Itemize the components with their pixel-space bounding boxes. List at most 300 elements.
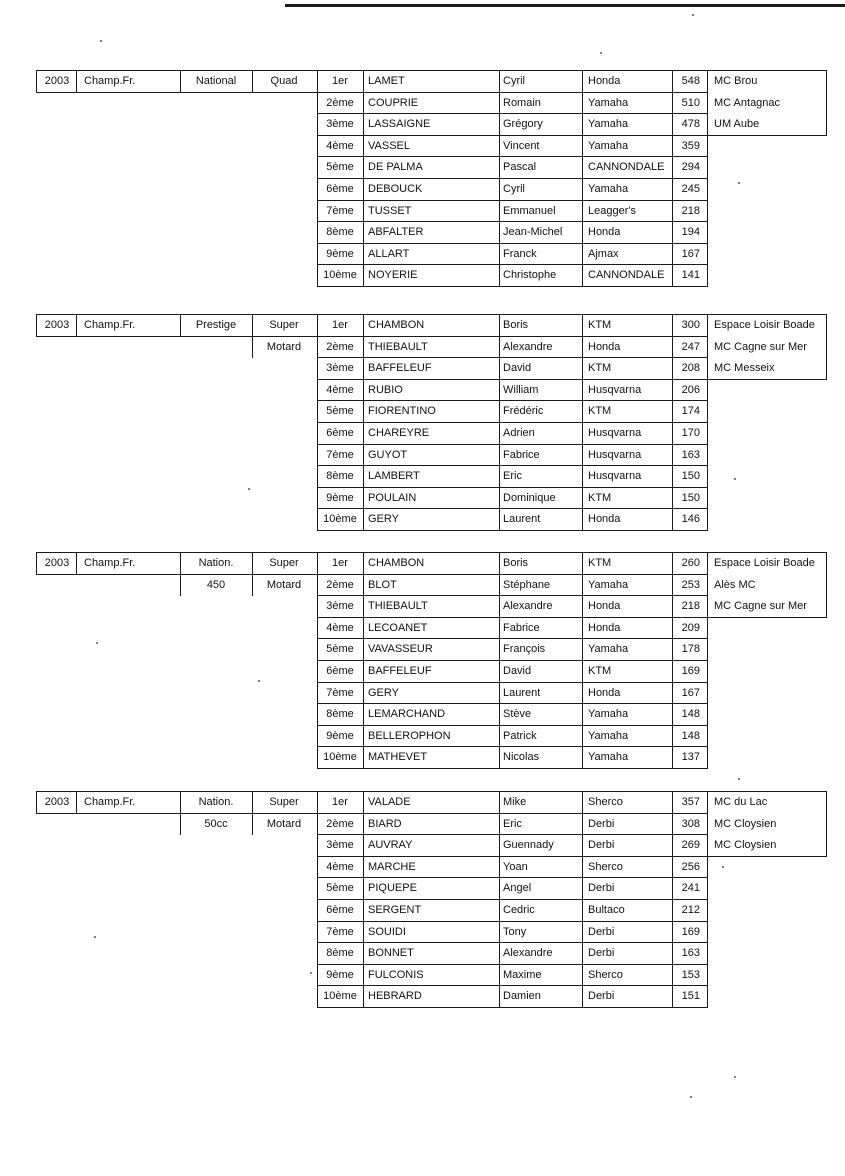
points-cell: 208 [681,362,700,375]
name-cell: GUYOT [368,448,408,461]
rank-cell: 6ème [326,904,354,916]
rank-cell: 3ème [326,118,354,131]
table-col-rule [707,70,708,287]
name-cell: BONNET [368,947,414,960]
brand-cell: Yamaha [588,751,629,764]
rank-cell: 2ème [326,96,354,109]
name-cell: LAMET [368,75,405,87]
name-cell: NOYERIE [368,269,418,282]
first-name-cell: Cyril [503,75,525,87]
first-name-cell: Dominique [503,491,556,504]
points-cell: 300 [681,319,700,331]
points-cell: 148 [681,708,700,721]
brand-cell: Yamaha [588,96,629,109]
brand-cell: KTM [588,665,612,677]
year-cell: 2003 [44,557,70,569]
brand-cell: Husqvarna [588,427,642,439]
points-cell: 163 [681,448,700,461]
rank-cell: 9ème [326,247,354,260]
discipline-rule [252,574,253,597]
brand-cell: Yamaha [588,708,629,721]
scan-speck [310,972,312,974]
brand-cell: Honda [588,600,621,613]
first-name-cell: Adrien [503,427,535,439]
points-cell: 212 [681,904,700,916]
table-row-rule [317,487,707,488]
first-name-cell: Laurent [503,686,541,699]
year-cell: 2003 [44,319,70,331]
brand-cell: Sherco [588,796,623,808]
brand-cell: Honda [588,226,621,239]
club-cell: Espace Loisir Boade [714,319,815,331]
brand-cell: Yamaha [588,729,629,742]
table-row-rule [317,574,707,575]
table-row-rule [317,964,707,965]
table-row-rule [317,746,707,747]
brand-cell: KTM [588,491,612,504]
scan-speck [248,488,250,490]
club-bottom-rule [707,135,826,136]
table-col-rule [707,314,708,531]
discipline-cell: Motard [266,817,302,830]
brand-cell: KTM [588,362,612,375]
name-cell: BLOT [368,578,397,591]
name-cell: COUPRIE [368,96,419,109]
first-name-cell: Romain [503,96,541,109]
first-name-cell: Jean-Michel [503,226,563,239]
points-cell: 150 [681,491,700,504]
discipline-cell: Super [269,319,299,331]
brand-cell: Husqvarna [588,383,642,396]
name-cell: RUBIO [368,383,403,396]
first-name-cell: Emmanuel [503,204,556,217]
year-cell: 2003 [44,796,70,808]
points-cell: 141 [681,269,700,282]
table-row-rule [317,357,707,358]
name-cell: VALADE [368,796,411,808]
club-bottom-rule [707,856,826,857]
discipline-cell: Super [269,796,299,808]
header-top-rule [36,791,317,792]
points-cell: 178 [681,643,700,656]
brand-cell: Yamaha [588,118,629,131]
championship-cell: Champ.Fr. [84,557,136,569]
club-right-rule [826,552,827,618]
table-row-rule [317,444,707,445]
name-cell: CHAMBON [368,557,425,569]
scan-speck [734,478,736,480]
rank-cell: 1er [332,796,348,808]
first-name-cell: Nicolas [503,751,540,764]
table-row-rule [317,791,707,792]
table-col-rule [707,552,708,769]
brand-cell: Husqvarna [588,470,642,483]
header-top-rule [36,552,317,553]
discipline-rule [252,813,317,814]
rank-cell: 7ème [326,448,354,461]
name-cell: HEBRARD [368,990,422,1003]
club-right-rule [826,791,827,857]
discipline-rule [252,336,253,359]
points-cell: 308 [681,817,700,830]
header-col-rule [252,70,253,93]
brand-cell: KTM [588,405,612,418]
scan-speck [692,14,694,16]
championship-cell: Champ.Fr. [84,796,136,808]
club-top-rule [707,552,826,553]
first-name-cell: Damien [503,990,541,1003]
brand-cell: Yamaha [588,183,629,195]
rank-cell: 8ème [326,947,354,960]
table-row-rule [317,465,707,466]
scan-speck [600,52,602,54]
name-cell: THIEBAULT [368,340,428,353]
first-name-cell: Yoan [503,860,528,873]
discipline-cell: Motard [266,578,302,591]
name-cell: FIORENTINO [368,405,436,418]
points-cell: 153 [681,968,700,981]
brand-cell: Ajmax [588,247,619,260]
name-cell: PIQUEPE [368,882,417,895]
rank-cell: 7ème [326,204,354,217]
table-row-rule [317,552,707,553]
name-cell: MARCHE [368,860,416,873]
rank-cell: 5ème [326,161,354,174]
first-name-cell: Maxime [503,968,542,981]
name-cell: CHAREYRE [368,427,430,439]
name-cell: LEMARCHAND [368,708,446,721]
name-cell: DE PALMA [368,161,423,174]
table-row-rule [317,286,707,287]
points-cell: 256 [681,860,700,873]
category-cell: National [195,75,237,87]
club-cell: Espace Loisir Boade [714,557,815,569]
points-cell: 146 [681,513,700,526]
brand-cell: Derbi [588,947,615,960]
table-row-rule [317,682,707,683]
club-right-rule [826,70,827,136]
table-row-rule [317,638,707,639]
rank-cell: 7ème [326,686,354,699]
club-cell: Alès MC [714,578,756,591]
rank-cell: 8ème [326,470,354,483]
first-name-cell: Angel [503,882,532,895]
first-name-cell: Vincent [503,139,540,152]
rank-cell: 5ème [326,882,354,895]
scan-speck [258,680,260,682]
discipline-rule [252,336,317,337]
brand-cell: CANNONDALE [588,269,665,282]
category-cell: Nation. [198,796,234,808]
table-row-rule [317,92,707,93]
points-cell: 163 [681,947,700,960]
brand-cell: KTM [588,557,612,569]
first-name-cell: Franck [503,247,537,260]
brand-cell: CANNONDALE [588,161,665,174]
points-cell: 167 [681,686,700,699]
points-cell: 148 [681,729,700,742]
name-cell: POULAIN [368,491,417,504]
table-row-rule [317,336,707,337]
first-name-cell: Christophe [503,269,557,282]
first-name-cell: Stève [503,708,532,721]
club-cell: MC Cloysien [714,839,777,852]
brand-cell: Yamaha [588,578,629,591]
brand-cell: Derbi [588,817,615,830]
name-cell: ALLART [368,247,410,260]
first-name-cell: David [503,665,532,677]
points-cell: 167 [681,247,700,260]
scan-speck [722,866,724,868]
discipline-cell: Quad [270,75,298,87]
championship-cell: Champ.Fr. [84,319,136,331]
first-name-cell: Boris [503,557,529,569]
category-rule [180,813,253,814]
club-bottom-rule [707,617,826,618]
name-cell: GERY [368,686,399,699]
rank-cell: 4ème [326,383,354,396]
discipline-cell: Motard [266,340,302,353]
category-rule [180,574,253,575]
header-col-rule [252,791,253,814]
brand-cell: Derbi [588,925,615,938]
points-cell: 269 [681,839,700,852]
rank-cell: 8ème [326,226,354,239]
brand-cell: Honda [588,75,621,87]
table-row-rule [317,703,707,704]
brand-cell: Derbi [588,990,615,1003]
brand-cell: Derbi [588,882,615,895]
category-cell: 450 [206,578,226,591]
name-cell: CHAMBON [368,319,425,331]
points-cell: 510 [681,96,700,109]
points-cell: 151 [681,990,700,1003]
table-row-rule [317,70,707,71]
name-cell: TUSSET [368,204,412,217]
scan-speck [734,1076,736,1078]
table-row-rule [317,178,707,179]
club-cell: MC Antagnac [714,96,781,109]
table-row-rule [317,135,707,136]
brand-cell: Yamaha [588,139,629,152]
rank-cell: 2ème [326,340,354,353]
rank-cell: 1er [332,75,348,87]
brand-cell: Yamaha [588,643,629,656]
rank-cell: 8ème [326,708,354,721]
first-name-cell: Cedric [503,904,535,916]
brand-cell: Sherco [588,860,623,873]
table-row-rule [317,595,707,596]
points-cell: 247 [681,340,700,353]
points-cell: 218 [681,204,700,217]
name-cell: MATHEVET [368,751,428,764]
table-row-rule [317,834,707,835]
name-cell: VASSEL [368,139,410,152]
brand-cell: Husqvarna [588,448,642,461]
club-top-rule [707,70,826,71]
first-name-cell: Guennady [503,839,554,852]
club-cell: MC Cagne sur Mer [714,340,807,353]
scan-speck [100,40,102,42]
points-cell: 245 [681,183,700,195]
name-cell: SERGENT [368,904,422,916]
brand-cell: Bultaco [588,904,625,916]
brand-cell: Derbi [588,839,615,852]
first-name-cell: Tony [503,925,527,938]
first-name-cell: Alexandre [503,340,553,353]
points-cell: 357 [681,796,700,808]
first-name-cell: Frédéric [503,405,544,418]
name-cell: BAFFELEUF [368,665,432,677]
first-name-cell: Cyril [503,183,525,195]
name-cell: THIEBAULT [368,600,428,613]
rank-cell: 5ème [326,643,354,656]
club-cell: MC du Lac [714,796,768,808]
first-name-cell: Eric [503,817,522,830]
header-col-rule [252,314,253,337]
name-cell: FULCONIS [368,968,424,981]
rank-cell: 6ème [326,427,354,439]
brand-cell: Honda [588,686,621,699]
table-col-rule [707,791,708,1008]
rank-cell: 4ème [326,860,354,873]
table-row-rule [317,856,707,857]
table-row-rule [317,113,707,114]
name-cell: BAFFELEUF [368,362,432,375]
first-name-cell: Patrick [503,729,537,742]
name-cell: DEBOUCK [368,183,423,195]
rank-cell: 3ème [326,839,354,852]
header-bottom-rule [36,92,317,93]
top-rule [285,4,845,7]
table-row-rule [317,508,707,509]
brand-cell: Leagger's [588,204,636,217]
table-row-rule [317,200,707,201]
table-row-rule [317,877,707,878]
table-row-rule [317,156,707,157]
points-cell: 194 [681,226,700,239]
club-cell: MC Messeix [714,362,775,375]
brand-cell: Sherco [588,968,623,981]
rank-cell: 4ème [326,621,354,634]
first-name-cell: Boris [503,319,529,331]
rank-cell: 9ème [326,729,354,742]
table-row-rule [317,660,707,661]
name-cell: BELLEROPHON [368,729,451,742]
club-bottom-rule [707,379,826,380]
first-name-cell: Alexandre [503,600,553,613]
points-cell: 260 [681,557,700,569]
points-cell: 169 [681,665,700,677]
table-row-rule [317,221,707,222]
points-cell: 294 [681,161,700,174]
first-name-cell: William [503,383,539,396]
scan-speck [94,936,96,938]
brand-cell: Honda [588,513,621,526]
first-name-cell: Stéphane [503,578,551,591]
rank-cell: 9ème [326,968,354,981]
rank-cell: 4ème [326,139,354,152]
name-cell: AUVRAY [368,839,413,852]
table-row-rule [317,314,707,315]
table-row-rule [317,942,707,943]
points-cell: 170 [681,427,700,439]
rank-cell: 10ème [323,990,357,1003]
rank-cell: 3ème [326,362,354,375]
name-cell: SOUIDI [368,925,406,938]
first-name-cell: Eric [503,470,522,483]
rank-cell: 7ème [326,925,354,938]
category-cell: Nation. [198,557,234,569]
category-cell: Prestige [195,319,237,331]
points-cell: 209 [681,621,700,634]
name-cell: BIARD [368,817,402,830]
name-cell: VAVASSEUR [368,643,433,656]
points-cell: 169 [681,925,700,938]
club-cell: MC Cagne sur Mer [714,600,807,613]
category-cell: 50cc [204,817,228,830]
table-row-rule [317,617,707,618]
header-col-rule [252,552,253,575]
first-name-cell: Mike [503,796,527,808]
first-name-cell: David [503,362,532,375]
scan-speck [738,778,740,780]
club-top-rule [707,791,826,792]
table-row-rule [317,379,707,380]
points-cell: 241 [681,882,700,895]
header-top-rule [36,314,317,315]
brand-cell: KTM [588,319,612,331]
table-row-rule [317,921,707,922]
club-cell: UM Aube [714,118,760,131]
points-cell: 253 [681,578,700,591]
first-name-cell: Pascal [503,161,537,174]
rank-cell: 2ème [326,578,354,591]
rank-cell: 10ème [323,513,357,526]
scan-speck [690,1096,692,1098]
points-cell: 206 [681,383,700,396]
name-cell: ABFALTER [368,226,424,239]
club-cell: MC Brou [714,75,758,87]
rank-cell: 1er [332,557,348,569]
rank-cell: 10ème [323,269,357,282]
points-cell: 174 [681,405,700,418]
name-cell: LASSAIGNE [368,118,431,131]
name-cell: LECOANET [368,621,428,634]
table-row-rule [317,243,707,244]
brand-cell: Honda [588,340,621,353]
points-cell: 478 [681,118,700,131]
discipline-rule [252,813,253,836]
club-cell: MC Cloysien [714,817,777,830]
rank-cell: 6ème [326,665,354,677]
rank-cell: 9ème [326,491,354,504]
table-row-rule [317,899,707,900]
points-cell: 359 [681,139,700,152]
table-row-rule [317,422,707,423]
rank-cell: 1er [332,319,348,331]
year-cell: 2003 [44,75,70,87]
rank-cell: 3ème [326,600,354,613]
scan-speck [96,642,98,644]
first-name-cell: François [503,643,546,656]
name-cell: GERY [368,513,399,526]
first-name-cell: Grégory [503,118,543,131]
first-name-cell: Laurent [503,513,541,526]
points-cell: 218 [681,600,700,613]
points-cell: 548 [681,75,700,87]
rank-cell: 6ème [326,183,354,195]
